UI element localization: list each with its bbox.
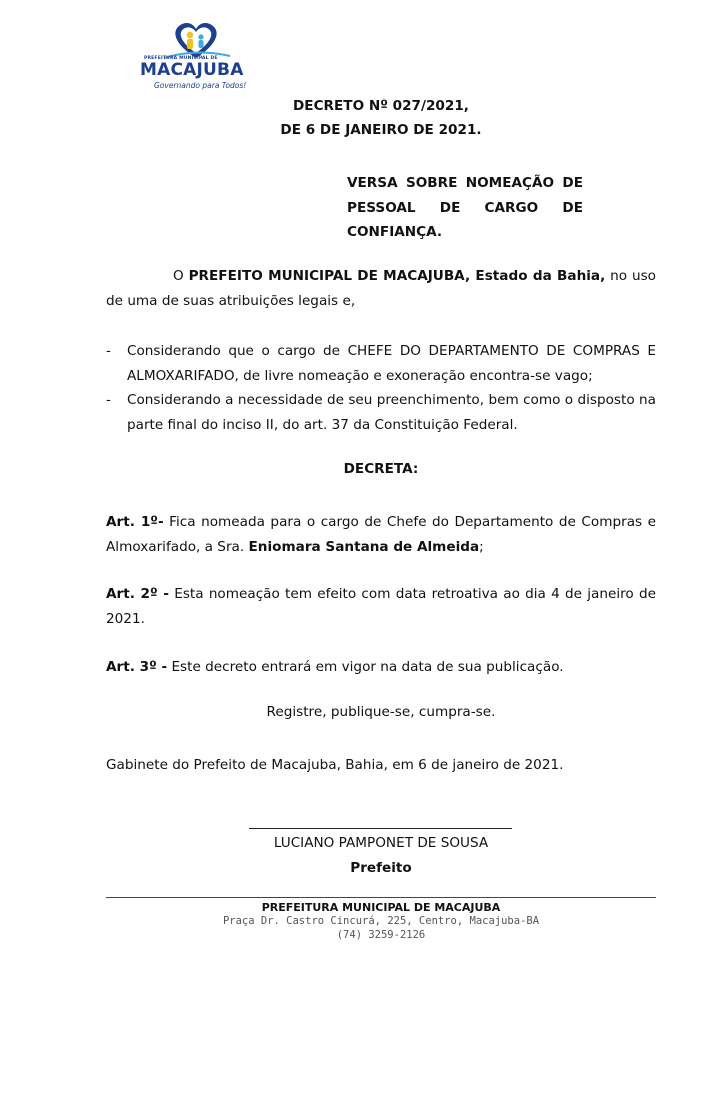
ementa-line: VERSA SOBRE NOMEAÇÃO DE (347, 175, 583, 191)
footer-divider (106, 897, 656, 898)
logo-caption: PREFEITURA MUNICIPAL DE (144, 56, 218, 61)
list-item: - Considerando a necessidade de seu preenchimento, bem como o disposto na parte final do inciso II, do art. 37 da Constituição Federal. (106, 392, 656, 433)
decree-date: DE 6 DE JANEIRO DE 2021. (280, 122, 482, 138)
intro-paragraph: O PREFEITO MUNICIPAL DE MACAJUBA, Estado da Bahia, no uso de uma de suas atribuições legais e, (106, 268, 656, 309)
ementa-line: CONFIANÇA. (347, 224, 443, 240)
registre-line: Registre, publique-se, cumpra-se. (266, 704, 496, 720)
list-item: - Considerando que o cargo de CHEFE DO DEPARTAMENTO DE COMPRAS E ALMOXARIFADO, de livre nomeação e exoneração encontra-se vago; (106, 343, 656, 384)
footer-org: PREFEITURA MUNICIPAL DE MACAJUBA (261, 901, 501, 914)
footer-address: Praça Dr. Castro Cincurá, 225, Centro, Macajuba-BA (222, 915, 540, 927)
decree-ementa (347, 171, 583, 245)
signatory-name: LUCIANO PAMPONET DE SOUSA (273, 835, 489, 851)
decree-number: DECRETO Nº 027/2021, (293, 98, 469, 114)
footer-phone: (74) 3259-2126 (336, 929, 426, 941)
considerations-list (106, 339, 656, 437)
signatory-role: Prefeito (350, 860, 412, 876)
signature-line (249, 828, 512, 829)
municipality-logo (134, 18, 258, 96)
ementa-line: PESSOAL DE CARGO DE (347, 199, 583, 216)
article-3: Art. 3º - Este decreto entrará em vigor na data de sua publicação. (106, 659, 564, 675)
appointee-name: Eniomara Santana de Almeida (248, 538, 480, 555)
article-1: Art. 1º- Fica nomeada para o cargo de Chefe do Departamento de Compras e Almoxarifado, a Sra. Eniomara Santana de Almeida; (106, 514, 657, 555)
decreta-heading: DECRETA: (343, 461, 419, 477)
intro-bold: PREFEITO MUNICIPAL DE MACAJUBA, Estado da Bahia, (188, 268, 606, 284)
article-2: Art. 2º - Esta nomeação tem efeito com data retroativa ao dia 4 de janeiro de 2021. (106, 586, 656, 627)
logo-slogan: Governando para Todos! (154, 81, 247, 90)
logo-name: MACAJUBA (140, 60, 244, 80)
gabinete-line: Gabinete do Prefeito de Macajuba, Bahia, em 6 de janeiro de 2021. (106, 757, 564, 773)
